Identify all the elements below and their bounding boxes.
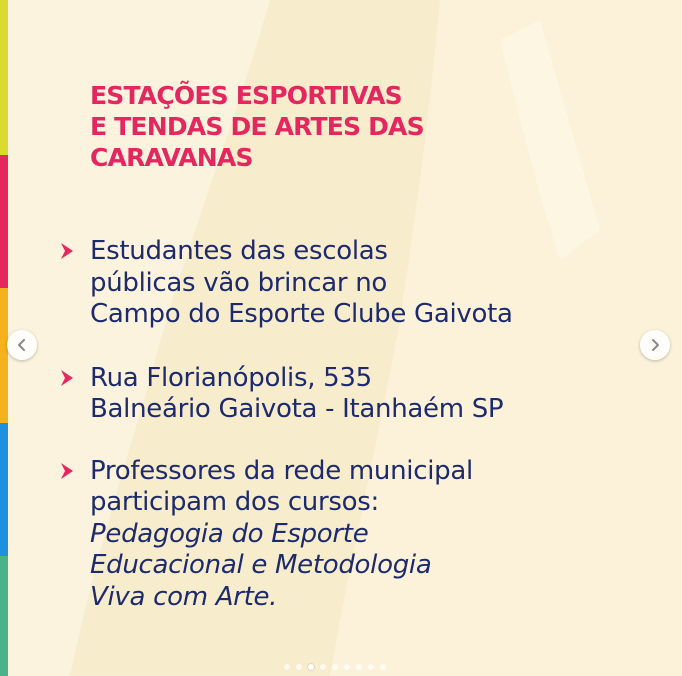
bullet-line: Professores da rede municipal (90, 455, 473, 486)
bullet-line: participam dos cursos: (90, 487, 379, 517)
pagination-dot-active[interactable] (308, 664, 314, 670)
carousel-pagination (284, 664, 386, 670)
pagination-dot[interactable] (332, 664, 338, 670)
bullet-item (58, 236, 658, 331)
bullet-item (58, 456, 658, 614)
color-stripe-orange (0, 288, 8, 423)
pagination-dot[interactable] (320, 664, 326, 670)
color-stripe-pink (0, 155, 8, 288)
bullet-line: Estudantes das escolas (90, 236, 388, 266)
title-line: CARAVANAS (90, 143, 253, 172)
bullet-line: públicas vão brincar no (90, 267, 388, 298)
bullet-item (58, 363, 658, 426)
bullet-line-italic: Educacional e Metodologia (90, 550, 432, 580)
carousel-next-button[interactable] (640, 330, 670, 360)
chevron-left-icon (15, 338, 29, 352)
chevron-bullet-icon (58, 241, 76, 261)
pagination-dot[interactable] (356, 664, 362, 670)
chevron-bullet-icon (58, 368, 76, 388)
bullet-line-italic: Viva com Arte. (90, 581, 278, 612)
color-stripe-blue (0, 423, 8, 556)
carousel-prev-button[interactable] (7, 330, 37, 360)
chevron-bullet-icon (58, 461, 76, 481)
pagination-dot[interactable] (368, 664, 374, 670)
chevron-right-icon (648, 338, 662, 352)
pagination-dot[interactable] (380, 664, 386, 670)
slide-title (90, 80, 490, 173)
pagination-dot[interactable] (344, 664, 350, 670)
pagination-dot[interactable] (296, 664, 302, 670)
color-stripe-green (0, 556, 8, 676)
bullet-line: Campo do Esporte Clube Gaivota (90, 299, 513, 329)
bullet-list (58, 236, 658, 613)
color-stripe-yellow (0, 0, 8, 155)
pagination-dot[interactable] (284, 664, 290, 670)
title-line: ESTAÇÕES ESPORTIVAS (90, 81, 402, 110)
title-line: E TENDAS DE ARTES DAS (90, 112, 424, 141)
bullet-line: Balneário Gaivota - Itanhaém SP (90, 394, 504, 424)
bullet-line-italic: Pedagogia do Esporte (90, 518, 369, 549)
bullet-line: Rua Florianópolis, 535 (90, 362, 372, 393)
